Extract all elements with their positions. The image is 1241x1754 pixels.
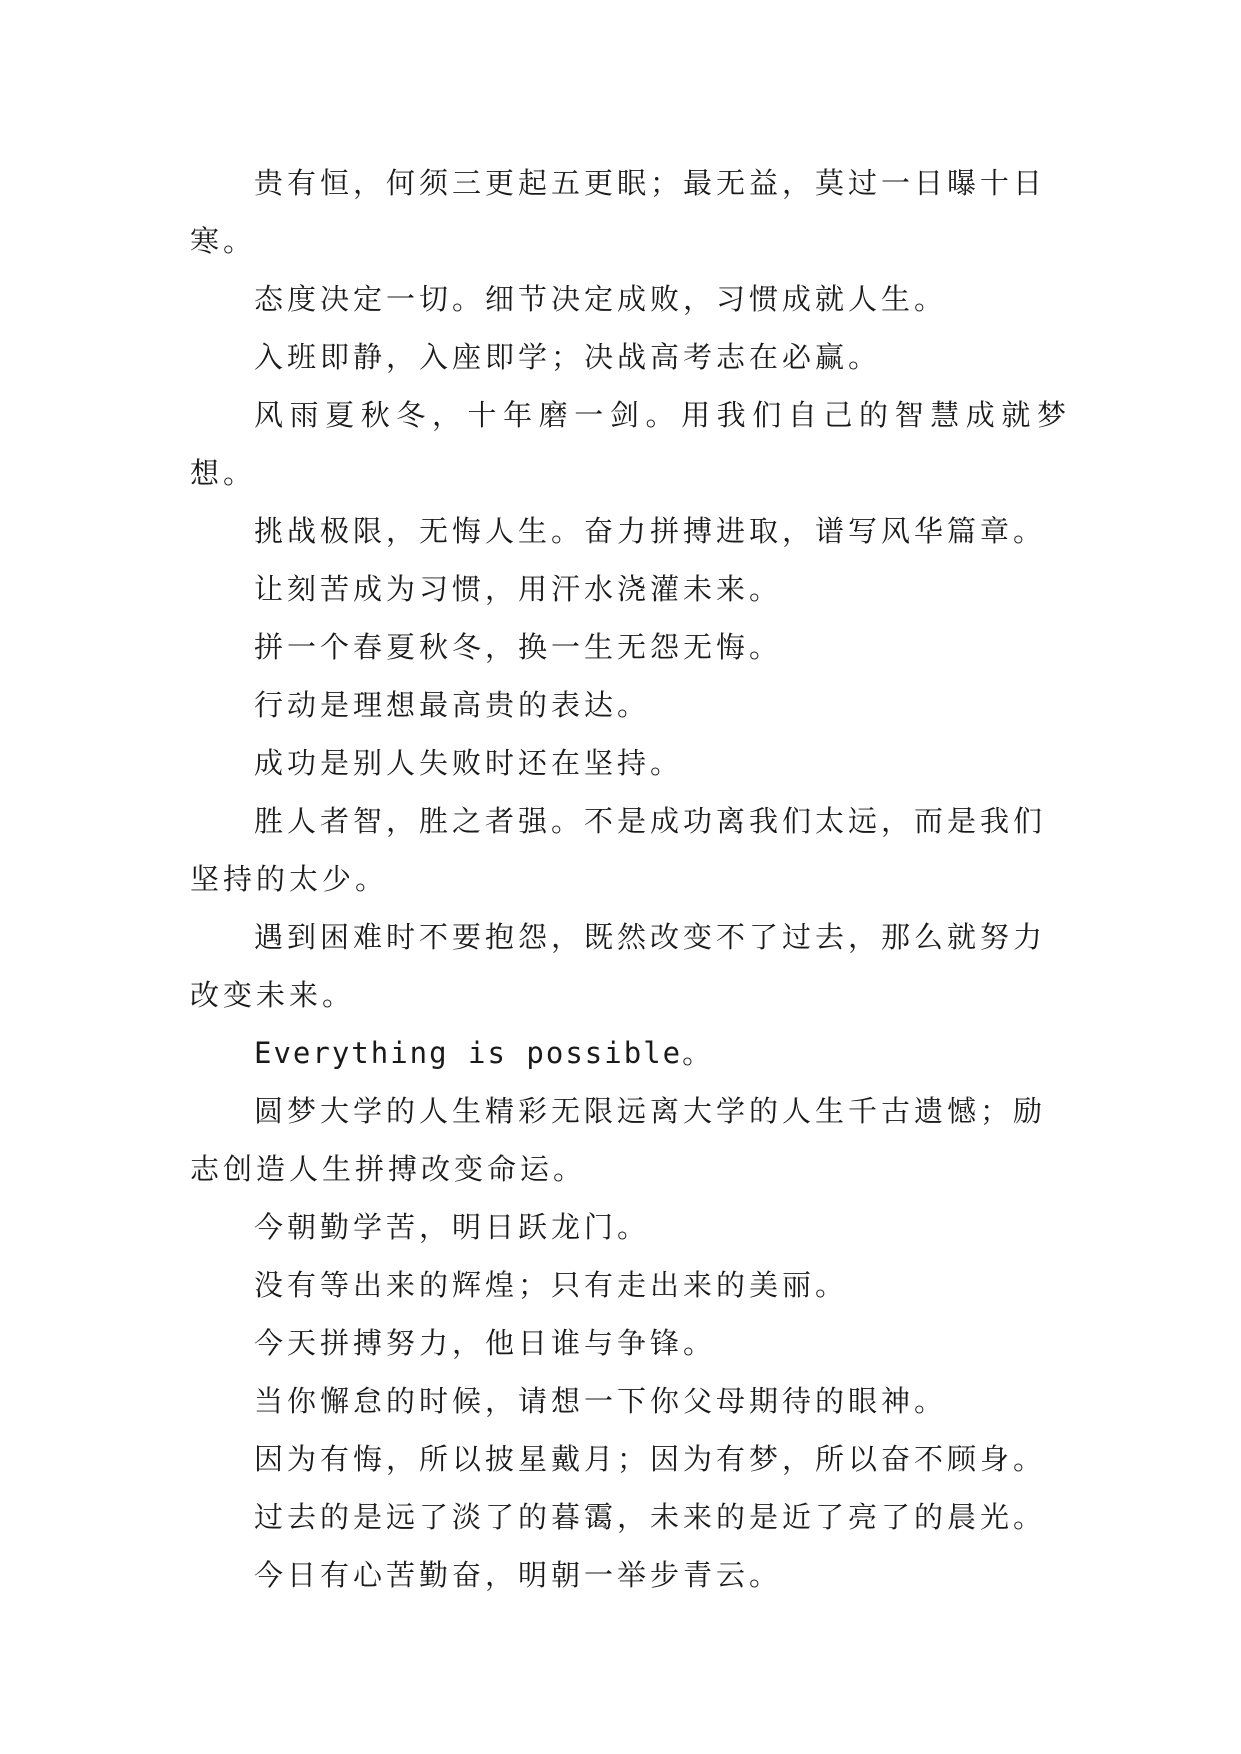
paragraph <box>190 1024 1070 1082</box>
text-line: 当你懈怠的时候，请想一下你父母期待的眼神。 <box>254 1384 948 1418</box>
paragraph <box>190 1198 1070 1256</box>
text-line: 志创造人生拼搏改变命运。 <box>190 1152 587 1186</box>
text-line: 因为有悔，所以披星戴月；因为有梦，所以奋不顾身。 <box>254 1442 1047 1476</box>
text-line: 态度决定一切。细节决定成败，习惯成就人生。 <box>254 282 948 316</box>
paragraph <box>190 734 1070 792</box>
paragraph <box>190 1372 1070 1430</box>
text-line: 过去的是远了淡了的暮霭，未来的是近了亮了的晨光。 <box>254 1500 1047 1534</box>
paragraph <box>190 560 1070 618</box>
paragraph <box>190 1488 1070 1546</box>
paragraph <box>190 1430 1070 1488</box>
paragraph <box>190 154 1070 270</box>
paragraph <box>190 676 1070 734</box>
text-line: 没有等出来的辉煌；只有走出来的美丽。 <box>254 1268 849 1302</box>
text-line: 今朝勤学苦，明日跃龙门。 <box>254 1210 651 1244</box>
paragraph <box>190 328 1070 386</box>
paragraph <box>190 502 1070 560</box>
text-line: 拼一个春夏秋冬，换一生无怨无悔。 <box>254 630 783 664</box>
paragraph <box>190 1082 1070 1198</box>
paragraph <box>190 270 1070 328</box>
paragraph <box>190 1256 1070 1314</box>
text-line: 圆梦大学的人生精彩无限远离大学的人生千古遗憾；励 <box>254 1094 1047 1128</box>
paragraph <box>190 618 1070 676</box>
text-line: 寒。 <box>190 224 257 258</box>
paragraph <box>190 386 1070 502</box>
document-body <box>190 154 1070 1604</box>
text-line: 成功是别人失败时还在坚持。 <box>254 746 684 780</box>
text-line: Everything is possible。 <box>254 1036 714 1070</box>
paragraph <box>190 792 1070 908</box>
paragraph <box>190 1546 1070 1604</box>
text-line: 坚持的太少。 <box>190 862 389 896</box>
text-line: 遇到困难时不要抱怨，既然改变不了过去，那么就努力 <box>254 920 1047 954</box>
text-line: 改变未来。 <box>190 978 356 1012</box>
paragraph <box>190 908 1070 1024</box>
text-line: 让刻苦成为习惯，用汗水浇灌未来。 <box>254 572 783 606</box>
text-line: 今天拼搏努力，他日谁与争锋。 <box>254 1326 717 1360</box>
text-line: 今日有心苦勤奋，明朝一举步青云。 <box>254 1558 783 1592</box>
text-line: 挑战极限，无悔人生。奋力拼搏进取，谱写风华篇章。 <box>254 514 1047 548</box>
text-line: 胜人者智，胜之者强。不是成功离我们太远，而是我们 <box>254 804 1047 838</box>
text-line: 风雨夏秋冬，十年磨一剑。用我们自己的智慧成就梦想。 <box>190 398 1070 490</box>
text-line: 入班即静，入座即学；决战高考志在必赢。 <box>254 340 882 374</box>
text-line: 贵有恒，何须三更起五更眠；最无益，莫过一日曝十日 <box>254 166 1047 200</box>
paragraph <box>190 1314 1070 1372</box>
text-line: 行动是理想最高贵的表达。 <box>254 688 651 722</box>
